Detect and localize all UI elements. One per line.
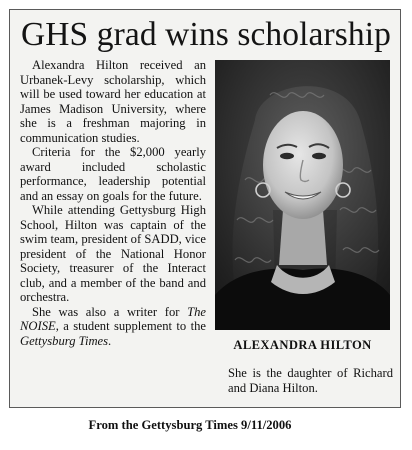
article-paragraph-2: Criteria for the $2,000 yearly award included scholastic performance, leadership potential and an essay on goals for the future. bbox=[20, 145, 206, 203]
article-paragraph-3: While attending Gettysburg High School, Hilton was captain of the swim team, president of SADD, vice president of the National Honor Society, treasurer of the Interact club, and a member of the band and orchestra. bbox=[20, 203, 206, 304]
article-paragraph-4 bbox=[20, 305, 206, 349]
article-body-right-column bbox=[228, 366, 393, 395]
portrait-photo bbox=[215, 60, 390, 330]
portrait-illustration bbox=[215, 60, 390, 330]
photo-caption: ALEXANDRA HILTON bbox=[233, 338, 372, 352]
closing-paragraph: She is the daughter of Richard and Diana Hilton. bbox=[228, 366, 393, 395]
publication-name-noise: The NOISE bbox=[20, 304, 206, 333]
article-paragraph-1: Alexandra Hilton received an Urbanek-Levy scholarship, which will be used toward her education at James Madison University, where she is a freshman majoring in communication studies. bbox=[20, 58, 206, 145]
newspaper-clipping bbox=[9, 9, 401, 408]
paragraph-4-text-c: . bbox=[108, 333, 112, 348]
publication-name-gettysburg-times: Gettysburg Times bbox=[20, 333, 109, 348]
headline: GHS grad wins scholarship bbox=[20, 16, 392, 53]
article-body-left-column bbox=[20, 58, 206, 348]
source-credit: From the Gettysburg Times 9/11/2006 bbox=[88, 418, 292, 432]
paragraph-4-text-a: She was also a writer for bbox=[32, 304, 188, 319]
paragraph-4-text-b: , a student supplement to the bbox=[55, 319, 206, 333]
